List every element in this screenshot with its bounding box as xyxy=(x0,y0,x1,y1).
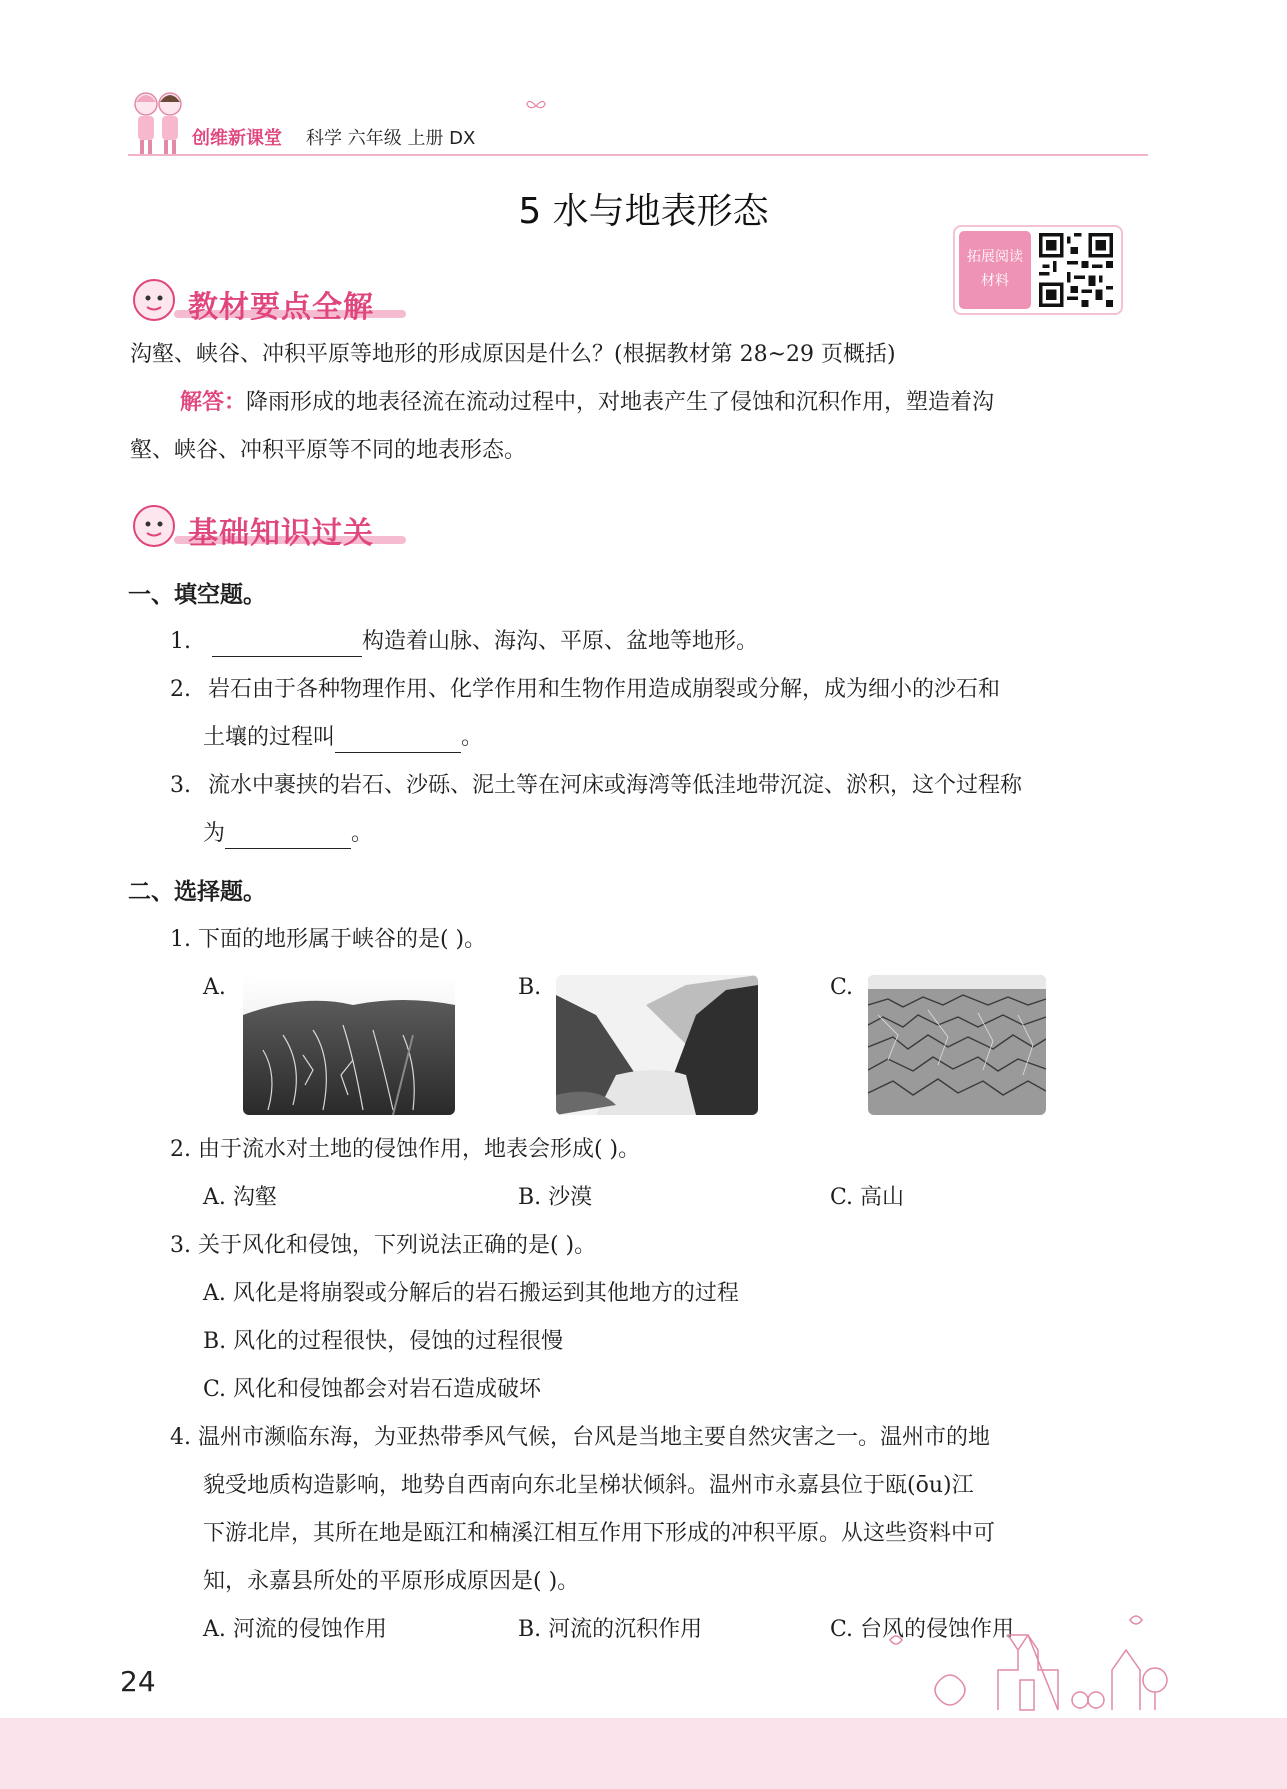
q3-option-b[interactable]: B. 风化的过程很快，侵蚀的过程很慢 xyxy=(203,1329,564,1354)
page-number: 24 xyxy=(120,1665,156,1698)
choice-heading: 二、选择题。 xyxy=(128,879,266,905)
canyon-river-photo[interactable] xyxy=(556,975,758,1115)
choice-q4-line1: 4. 温州市濒临东海，为亚热带季风气候，台风是当地主要自然灾害之一。温州市的地 xyxy=(170,1425,990,1450)
section-banner-label: 教材要点全解 xyxy=(188,290,374,325)
fill-blank-heading: 一、填空题。 xyxy=(128,582,266,608)
fill-q3: 3. 流水中裹挟的岩石、沙砾、泥土等在河床或海湾等低洼地带沉淀、淤积，这个过程称 xyxy=(170,773,1023,798)
qr-reading-box xyxy=(953,225,1123,315)
butterfly-icon xyxy=(525,98,547,114)
subject-info: 科学 六年级 上册 DX xyxy=(306,128,476,149)
q4-option-b[interactable]: B. 河流的沉积作用 xyxy=(518,1617,703,1642)
option-c-label: C. xyxy=(830,975,854,1000)
cartoon-kids-logo xyxy=(128,88,188,158)
castle-decoration-icon xyxy=(880,1610,1180,1720)
section-banner-basics xyxy=(130,502,410,550)
option-b-label: B. xyxy=(518,975,542,1000)
answer-label: 解答： xyxy=(180,390,247,415)
choice-q2: 2. 由于流水对土地的侵蚀作用，地表会形成( )。 xyxy=(170,1137,641,1162)
answer-line-2: 壑、峡谷、冲积平原等不同的地表形态。 xyxy=(130,438,527,463)
choice-q4-line4: 知，永嘉县所处的平原形成原因是( )。 xyxy=(203,1569,580,1594)
option-a-label: A. xyxy=(203,975,226,1000)
section-banner-label: 基础知识过关 xyxy=(188,516,374,551)
page-title: 5 水与地表形态 xyxy=(518,191,769,232)
q4-option-c[interactable]: C. 台风的侵蚀作用 xyxy=(830,1617,1015,1642)
mascot-icon xyxy=(130,502,182,550)
q2-option-c[interactable]: C. 高山 xyxy=(830,1185,905,1210)
q3-option-c[interactable]: C. 风化和侵蚀都会对岩石造成破坏 xyxy=(203,1377,542,1402)
q2-option-a[interactable]: A. 沟壑 xyxy=(203,1185,277,1210)
footer-band xyxy=(0,1718,1287,1789)
answer-blank[interactable] xyxy=(225,824,351,849)
q4-option-a[interactable]: A. 河流的侵蚀作用 xyxy=(203,1617,387,1642)
header-divider xyxy=(128,154,1148,156)
answer-line-1: 解答：降雨形成的地表径流在流动过程中，对地表产生了侵蚀和沉积作用，塑造着沟 xyxy=(180,390,995,415)
fill-q2: 2. 岩石由于各种物理作用、化学作用和生物作用造成崩裂或分解，成为细小的沙石和 xyxy=(170,677,1001,702)
answer-blank[interactable] xyxy=(212,632,362,657)
mascot-icon xyxy=(130,276,182,324)
qr-code-icon xyxy=(1039,233,1113,307)
qr-label: 拓展阅读 材料 xyxy=(959,231,1031,309)
section-banner-key-points xyxy=(130,276,410,324)
q3-option-a[interactable]: A. 风化是将崩裂或分解后的岩石搬运到其他地方的过程 xyxy=(203,1281,739,1306)
choice-q3: 3. 关于风化和侵蚀，下列说法正确的是( )。 xyxy=(170,1233,597,1258)
gully-landscape-photo[interactable] xyxy=(243,975,455,1115)
choice-q4-line2: 貌受地质构造影响，地势自西南向东北呈梯状倾斜。温州市永嘉县位于瓯(ōu)江 xyxy=(203,1473,974,1498)
choice-q4-line3: 下游北岸，其所在地是瓯江和楠溪江相互作用下形成的冲积平原。从这些资料中可 xyxy=(203,1521,996,1546)
brand-name: 创维新课堂 xyxy=(192,128,282,149)
eroded-terrain-photo[interactable] xyxy=(868,975,1046,1115)
choice-q1: 1. 下面的地形属于峡谷的是( )。 xyxy=(170,927,487,952)
fill-q2-line2: 土壤的过程叫 。 xyxy=(203,723,483,753)
fill-q1: 1. 构造着山脉、海沟、平原、盆地等地形。 xyxy=(170,627,758,657)
fill-q3-line2: 为 。 xyxy=(203,819,373,849)
answer-blank[interactable] xyxy=(335,728,461,753)
key-question: 沟壑、峡谷、冲积平原等地形的形成原因是什么？(根据教材第 28~29 页概括) xyxy=(130,342,896,367)
q2-option-b[interactable]: B. 沙漠 xyxy=(518,1185,593,1210)
